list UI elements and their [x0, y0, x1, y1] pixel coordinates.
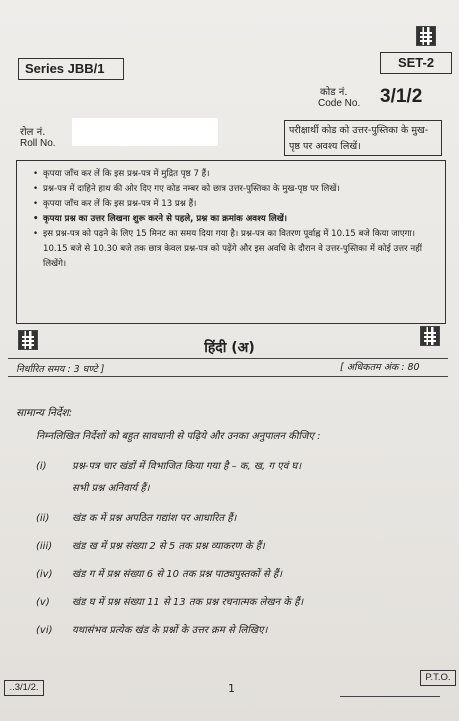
- item-text: खंड ग में प्रश्न संख्या 6 से 10 तक प्रश्न पाठ्यपुस्तकों से हैं।: [72, 569, 282, 580]
- general-item: [36, 510, 236, 524]
- item-text: प्रश्न-पत्र चार खंडों में विभाजित किया गया है – क, ख, ग एवं घ।: [72, 461, 302, 472]
- instruction-item: • कृपया प्रश्न का उत्तर लिखना शुरू करने से पहले, प्रश्न का क्रमांक अवश्य लिखें।: [35, 212, 437, 227]
- set-label: SET-2: [380, 52, 452, 74]
- item-number: (iii): [36, 541, 53, 552]
- divider: [340, 696, 440, 697]
- instruction-item: • कृपया जाँच कर लें कि इस प्रश्न-पत्र में मुद्रित पृष्ठ 7 हैं।: [35, 167, 437, 182]
- roll-number-field: [72, 118, 218, 146]
- roll-label-hindi: रोल नं.: [20, 127, 46, 138]
- item-number: (vi): [36, 625, 53, 636]
- general-instructions-heading: सामान्य निर्देश:: [16, 407, 73, 419]
- item-number: (i): [36, 461, 47, 472]
- instruction-item: • प्रश्न-पत्र में दाहिने हाथ की ओर दिए गए कोड नम्बर को छात्र उत्तर-पुस्तिका के मुख-पृष्ठ पर लिखें।: [35, 182, 437, 197]
- time-allowed: निर्धारित समय : 3 घण्टे ]: [16, 364, 105, 375]
- divider: [8, 358, 448, 359]
- series-label: Series JBB/1: [18, 58, 124, 80]
- subject-title: हिंदी (अ): [204, 340, 255, 356]
- item-text: खंड क में प्रश्न अपठित गद्यांश पर आधारित हैं।: [72, 513, 237, 524]
- candidate-code-note: परीक्षार्थी कोड को उत्तर-पुस्तिका के मुख-पृष्ठ पर अवश्य लिखें।: [284, 120, 442, 156]
- qr-code-icon: [416, 26, 436, 46]
- pto-label: P.T.O.: [420, 670, 456, 686]
- roll-label-english: Roll No.: [20, 138, 56, 149]
- item-number: (ii): [36, 513, 50, 524]
- item-text: खंड ख में प्रश्न संख्या 2 से 5 तक प्रश्न व्याकरण के हैं।: [72, 541, 265, 552]
- instruction-item: • इस प्रश्न-पत्र को पढ़ने के लिए 15 मिनट का समय दिया गया है। प्रश्न-पत्र का वितरण पूर्वाह्न में 10.15 बजे किया जाएगा। 10.15 बजे से 10.30 बजे तक छात्र केवल प्रश्न-पत्र को पढ़ेंगे और इस अवधि के दौरान वे उत्तर-पुस्तिका में कोई उत्तर नहीं लिखेंगे।: [35, 227, 437, 272]
- code-label-english: Code No.: [318, 98, 361, 109]
- general-item: [36, 480, 150, 494]
- general-item: [36, 566, 282, 580]
- code-value: 3/1/2: [380, 86, 423, 107]
- item-text: यथासंभव प्रत्येक खंड के प्रश्नों के उत्तर क्रम से लिखिए।: [72, 625, 268, 636]
- code-label-hindi: कोड नं.: [320, 87, 348, 98]
- divider: [8, 376, 448, 377]
- general-item: [36, 622, 267, 636]
- footer-code: ..3/1/2.: [4, 680, 44, 696]
- item-text: सभी प्रश्न अनिवार्य हैं।: [72, 483, 150, 494]
- page-number: 1: [228, 682, 235, 695]
- item-number: (v): [36, 597, 50, 608]
- general-instructions-intro: निम्नलिखित निर्देशों को बहुत सावधानी से पढ़िये और उनका अनुपालन कीजिए :: [36, 431, 321, 442]
- general-item: [36, 594, 303, 608]
- max-marks: [ अधिकतम अंक : 80: [340, 362, 420, 373]
- item-number: (iv): [36, 569, 53, 580]
- general-item: [36, 458, 301, 472]
- general-item: [36, 538, 265, 552]
- item-text: खंड घ में प्रश्न संख्या 11 से 13 तक प्रश्न रचनात्मक लेखन के हैं।: [72, 597, 304, 608]
- instructions-box: [16, 160, 446, 324]
- instruction-item: • कृपया जाँच कर लें कि इस प्रश्न-पत्र में 13 प्रश्न हैं।: [35, 197, 437, 212]
